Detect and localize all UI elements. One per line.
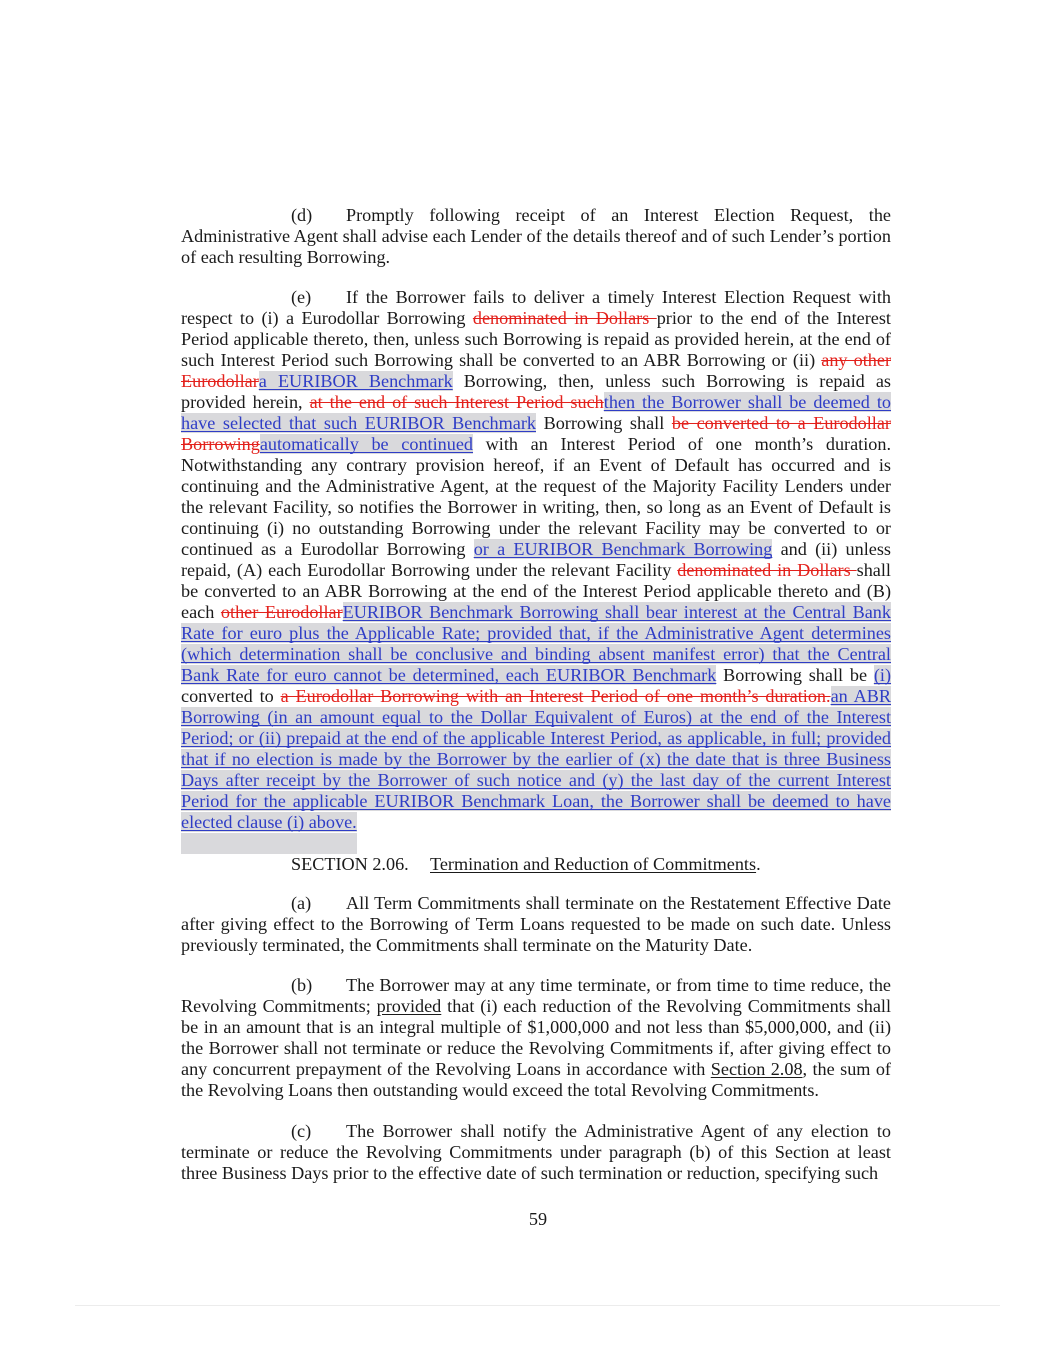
deleted-text: other Eurodollar	[220, 602, 343, 622]
unchanged-text: prior to the end of the Interest Period applicable thereto, then, unless such Borrowing is repaid as provided herein, at the end of such Interest Period such Borrowing shall be converted to an ABR Borrowing or (ii)	[181, 308, 891, 370]
unchanged-text: shall be converted to an ABR Borrowing at the end of the Interest Period applicable thereto and (B) each	[181, 560, 891, 622]
unchanged-text: The Borrower may at any time terminate, or from time to time reduce, the Revolving Commitments;	[181, 975, 891, 1016]
unchanged-text: If the Borrower fails to deliver a timely Interest Election Request with respect to (i) a Eurodollar Borrowing	[181, 287, 891, 328]
document-body	[181, 205, 891, 1203]
paragraph-d-text: Promptly following receipt of an Interest Election Request, the Administrative Agent shall advise each Lender of the details thereof and of such Lender’s portion of each resulting Borrowing.	[181, 205, 891, 267]
deleted-text: be converted to a Eurodollar Borrowing	[181, 413, 891, 454]
unchanged-text: and (ii) unless repaid, (A) each Eurodollar Borrowing under the relevant Facility	[181, 539, 891, 580]
inserted-text: an ABR Borrowing (in an amount equal to the Dollar Equivalent of Euros) at the end of the Interest Period; or (ii) prepaid at the end of the applicable Interest Period, as applicable, in full; provided that if no election is made by the Borrower by the earlier of (x) the date that is three Business Days after receipt by the Borrower of such notice and (y) the last day of the current Interest Period for the applicable EURIBOR Benchmark Loan, the Borrower shall be deemed to have elected clause (i) above.	[181, 686, 891, 832]
unchanged-text: that (i) each reduction of the Revolving Commitments shall be in an amount that is an integral multiple of $1,000,000 and not less than $5,000,000, and (ii) the Borrower shall not terminate or reduce the Revolving Commitments if, after giving effect to any concurrent prepayment of the Revolving Loans in accordance with	[181, 996, 892, 1079]
unchanged-text: , the sum of the Revolving Loans then outstanding would exceed the total Revolving Commitments.	[181, 1059, 891, 1100]
paragraph-e-label: (e)	[291, 287, 312, 307]
inserted-text: automatically be continued	[259, 434, 474, 454]
paragraph-a-text: All Term Commitments shall terminate on the Restatement Effective Date after giving effect to the Borrowing of Term Loans requested to be made on such date. Unless previously terminated, the Commitments shall terminate on the Maturity Date.	[181, 893, 891, 955]
deleted-text: denominated in Dollars	[677, 560, 857, 580]
footer-divider	[75, 1305, 1000, 1306]
inserted-text: then the Borrower shall be deemed to have selected that such EURIBOR Benchmark	[181, 392, 892, 433]
inserted-text: or a EURIBOR Benchmark Borrowing	[473, 539, 773, 559]
unchanged-text: converted to	[181, 686, 281, 706]
paragraph-c-label: (c)	[291, 1121, 312, 1141]
paragraph-d-label: (d)	[291, 205, 313, 225]
paragraph-a	[181, 893, 891, 956]
inserted-text: (i)	[873, 665, 892, 685]
section-number: SECTION 2.06.	[291, 854, 409, 874]
inserted-text: a EURIBOR Benchmark	[258, 371, 453, 391]
deleted-text: denominated in Dollars	[472, 308, 657, 328]
paragraph-c	[181, 1121, 891, 1184]
deleted-text: a Eurodollar Borrowing with an Interest Period of one month’s duration.	[280, 686, 831, 706]
paragraph-d	[181, 205, 891, 268]
inserted-text: EURIBOR Benchmark Borrowing shall bear interest at the Central Bank Rate for euro plus the Applicable Rate; provided that, if the Administrative Agent determines (which determination shall be conclusive and binding absent manifest error) that the Central Bank Rate for euro cannot be determined, each EURIBOR Benchmark	[181, 602, 891, 685]
deleted-text: any other Eurodollar	[181, 350, 891, 391]
inserted-blank-line	[181, 833, 357, 854]
underlined-term: provided	[376, 996, 442, 1016]
unchanged-text: Borrowing shall be	[716, 665, 874, 685]
paragraph-e	[181, 287, 891, 833]
paragraph-b	[181, 975, 891, 1101]
paragraph-b-label: (b)	[291, 975, 313, 995]
section-title: Termination and Reduction of Commitments	[430, 854, 757, 874]
paragraph-a-label: (a)	[291, 893, 312, 913]
section-title-end: .	[756, 854, 761, 874]
paragraph-c-text: The Borrower shall notify the Administrative Agent of any election to terminate or reduce the Revolving Commitments under paragraph (b) of this Section at least three Business Days prior to the effective date of such termination or reduction, specifying such	[181, 1121, 891, 1183]
unchanged-text: with an Interest Period of one month’s duration. Notwithstanding any contrary provision hereof, if an Event of Default has occurred and is continuing and the Administrative Agent, at the request of the Majority Facility Lenders under the relevant Facility, so notifies the Borrower in writing, then, so long as an Event of Default is continuing (i) no outstanding Borrowing under the relevant Facility may be converted to or continued as a Eurodollar Borrowing	[181, 434, 892, 559]
page-number: 59	[528, 1209, 548, 1229]
section-heading	[181, 854, 891, 875]
unchanged-text: Borrowing, then, unless such Borrowing is repaid as provided herein,	[181, 371, 891, 412]
unchanged-text: Borrowing shall	[536, 413, 672, 433]
section-reference: Section 2.08	[710, 1059, 803, 1079]
deleted-text: at the end of such Interest Period such	[309, 392, 604, 412]
